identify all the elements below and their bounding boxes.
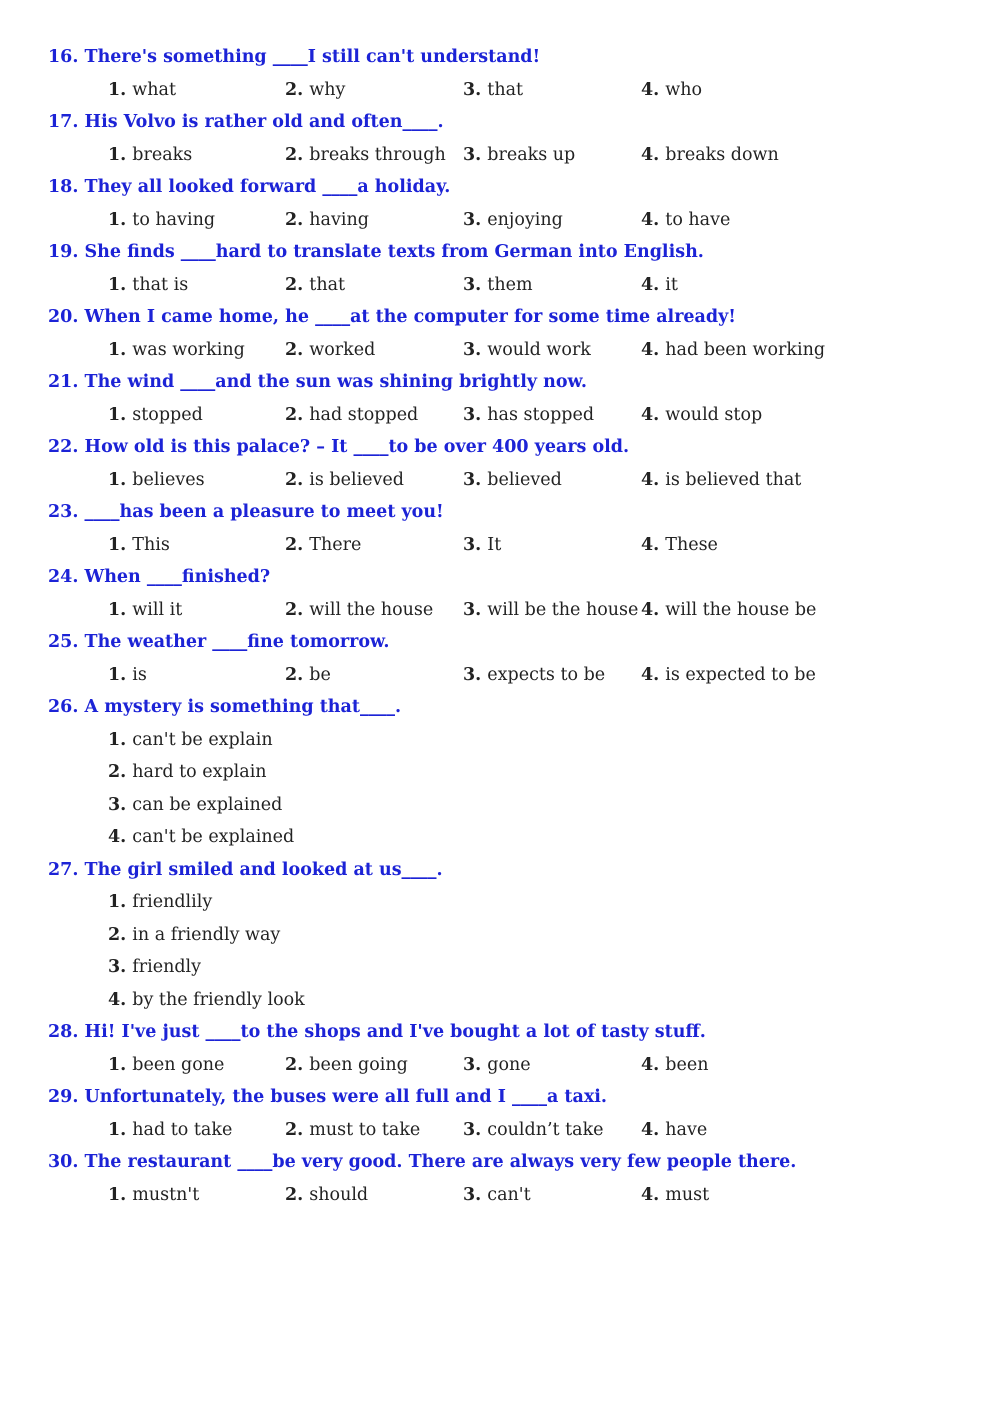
option-text: believes: [132, 469, 205, 490]
option-number: 2.: [285, 144, 304, 165]
answer-option[interactable]: [108, 1054, 224, 1076]
option-text: been: [665, 1054, 709, 1075]
answer-option[interactable]: [641, 79, 702, 101]
answer-option[interactable]: [641, 1054, 708, 1076]
option-number: 2.: [285, 534, 304, 555]
answer-option[interactable]: [108, 144, 192, 166]
answer-option[interactable]: [463, 144, 575, 166]
option-text: had stopped: [309, 404, 419, 425]
answer-option[interactable]: [108, 599, 182, 621]
question-prompt: How old is this palace? – It ____to be over 400 years old.: [84, 437, 630, 457]
option-number: 3.: [463, 209, 482, 230]
question-prompt: When I came home, he ____at the computer for some time already!: [84, 307, 736, 327]
option-text: This: [132, 534, 170, 555]
option-number: 3.: [463, 274, 482, 295]
option-number: 3.: [463, 79, 482, 100]
answer-option[interactable]: [641, 404, 762, 426]
option-number: 1.: [108, 1054, 127, 1075]
option-text: must: [665, 1184, 710, 1205]
option-number: 2.: [285, 1184, 304, 1205]
option-text: These: [665, 534, 718, 555]
question-number: 30.: [48, 1152, 79, 1172]
option-number: 3.: [463, 1054, 482, 1075]
question-number: 29.: [48, 1087, 79, 1107]
option-number: 2.: [108, 924, 127, 945]
question-number: 17.: [48, 112, 79, 132]
answer-option[interactable]: [285, 534, 361, 556]
question-prompt: The wind ____and the sun was shining brightly now.: [84, 372, 587, 392]
answer-option[interactable]: [641, 469, 801, 491]
option-text: is believed that: [665, 469, 802, 490]
answer-option[interactable]: [641, 339, 825, 361]
option-text: worked: [309, 339, 376, 360]
answer-option[interactable]: [285, 1119, 420, 1141]
answer-option[interactable]: [285, 404, 418, 426]
question-number: 22.: [48, 437, 79, 457]
option-number: 4.: [641, 1184, 660, 1205]
answer-option[interactable]: [641, 1119, 707, 1141]
option-number: 1.: [108, 1119, 127, 1140]
answer-option[interactable]: [108, 891, 212, 913]
option-text: that is: [132, 274, 189, 295]
question-text: [48, 306, 736, 328]
question-prompt: There's something ____I still can't understand!: [84, 47, 541, 67]
question-number: 21.: [48, 372, 79, 392]
answer-option[interactable]: [641, 599, 816, 621]
option-text: friendly: [132, 957, 202, 977]
option-text: can't: [487, 1184, 531, 1205]
option-number: 2.: [285, 209, 304, 230]
option-number: 4.: [641, 79, 660, 100]
option-number: 1.: [108, 599, 127, 620]
option-text: it: [665, 274, 678, 295]
option-text: is expected to be: [665, 664, 816, 685]
answer-option[interactable]: [108, 1184, 199, 1206]
option-number: 4.: [641, 599, 660, 620]
option-number: 3.: [463, 144, 482, 165]
option-number: 4.: [108, 989, 127, 1010]
option-text: breaks down: [665, 144, 779, 165]
answer-option[interactable]: [285, 144, 446, 166]
option-number: 1.: [108, 144, 127, 165]
option-text: can't be explained: [132, 827, 295, 847]
option-text: breaks: [132, 144, 193, 165]
option-number: 4.: [641, 209, 660, 230]
question-number: 19.: [48, 242, 79, 262]
question-text: [48, 46, 540, 68]
option-text: why: [309, 79, 346, 100]
option-text: hard to explain: [132, 762, 267, 782]
option-text: by the friendly look: [132, 989, 305, 1010]
option-number: 1.: [108, 729, 127, 750]
option-number: 3.: [108, 794, 127, 815]
option-number: 2.: [285, 664, 304, 685]
answer-option[interactable]: [285, 79, 345, 101]
option-number: 2.: [285, 79, 304, 100]
option-text: couldn’t take: [487, 1119, 604, 1140]
answer-option[interactable]: [108, 989, 305, 1011]
question-prompt: She finds ____hard to translate texts from German into English.: [84, 242, 704, 262]
answer-option[interactable]: [285, 664, 331, 686]
answer-option[interactable]: [463, 274, 533, 296]
option-text: can't be explain: [132, 729, 273, 750]
question-number: 20.: [48, 307, 79, 327]
option-text: was working: [132, 339, 245, 360]
option-text: had been working: [665, 339, 826, 360]
question-prompt: When ____finished?: [84, 567, 271, 587]
option-number: 4.: [641, 144, 660, 165]
question-prompt: Hi! I've just ____to the shops and I've bought a lot of tasty stuff.: [84, 1022, 706, 1042]
answer-option[interactable]: [108, 469, 205, 491]
option-number: 3.: [463, 1119, 482, 1140]
option-text: will it: [132, 599, 183, 620]
answer-option[interactable]: [463, 339, 591, 361]
answer-option[interactable]: [641, 1184, 709, 1206]
option-text: who: [665, 79, 703, 100]
option-number: 4.: [641, 404, 660, 425]
option-number: 1.: [108, 664, 127, 685]
option-number: 2.: [285, 469, 304, 490]
question-prompt: They all looked forward ____a holiday.: [84, 177, 451, 197]
option-number: 4.: [641, 664, 660, 685]
answer-option[interactable]: [463, 79, 523, 101]
option-text: have: [665, 1119, 708, 1140]
option-text: be: [309, 664, 331, 685]
option-text: will the house be: [665, 599, 817, 620]
answer-option[interactable]: [285, 599, 433, 621]
option-text: what: [132, 79, 176, 100]
answer-option[interactable]: [285, 1054, 408, 1076]
option-text: them: [487, 274, 533, 295]
option-number: 3.: [463, 1184, 482, 1205]
question-number: 27.: [48, 859, 79, 880]
option-text: that: [487, 79, 524, 100]
question-text: [48, 859, 443, 881]
option-number: 3.: [463, 404, 482, 425]
answer-option[interactable]: [641, 664, 816, 686]
option-number: 4.: [641, 469, 660, 490]
answer-option[interactable]: [641, 209, 730, 231]
answer-option[interactable]: [108, 339, 245, 361]
option-number: 2.: [285, 1119, 304, 1140]
option-text: mustn't: [132, 1184, 200, 1205]
answer-option[interactable]: [108, 956, 201, 978]
question-prompt: The restaurant ____be very good. There are always very few people there.: [84, 1152, 797, 1172]
question-text: [48, 241, 704, 263]
answer-option[interactable]: [285, 1184, 368, 1206]
option-number: 1.: [108, 339, 127, 360]
answer-option[interactable]: [641, 274, 678, 296]
option-number: 4.: [641, 274, 660, 295]
option-number: 4.: [108, 827, 127, 847]
answer-option[interactable]: [463, 1184, 531, 1206]
question-text: [48, 371, 587, 393]
question-number: 26.: [48, 697, 79, 717]
question-number: 24.: [48, 567, 79, 587]
option-text: gone: [487, 1054, 531, 1075]
option-text: been going: [309, 1054, 408, 1075]
option-text: must to take: [309, 1119, 421, 1140]
option-number: 2.: [285, 339, 304, 360]
answer-option[interactable]: [108, 209, 215, 231]
option-number: 2.: [285, 599, 304, 620]
option-number: 1.: [108, 404, 127, 425]
question-number: 28.: [48, 1022, 79, 1042]
question-prompt: Unfortunately, the buses were all full and I ____a taxi.: [84, 1087, 608, 1107]
option-number: 1.: [108, 1184, 127, 1205]
option-number: 2.: [285, 404, 304, 425]
option-text: to having: [132, 209, 216, 230]
question-text: [48, 436, 629, 458]
question-number: 23.: [48, 502, 79, 522]
option-number: 2.: [285, 274, 304, 295]
option-text: had to take: [132, 1119, 233, 1140]
question-text: [48, 176, 450, 198]
option-number: 1.: [108, 534, 127, 555]
question-text: [48, 501, 444, 523]
answer-option[interactable]: [108, 1119, 232, 1141]
option-text: friendlily: [132, 892, 213, 912]
option-text: It: [487, 534, 502, 555]
option-number: 3.: [463, 339, 482, 360]
option-number: 4.: [641, 339, 660, 360]
option-number: 1.: [108, 209, 127, 230]
option-text: expects to be: [487, 664, 606, 685]
option-number: 1.: [108, 274, 127, 295]
question-prompt: His Volvo is rather old and often____.: [84, 112, 444, 132]
option-text: should: [309, 1184, 369, 1205]
answer-option[interactable]: [641, 144, 779, 166]
answer-option[interactable]: [463, 599, 638, 621]
question-number: 25.: [48, 632, 79, 652]
answer-option[interactable]: [108, 534, 170, 556]
question-prompt: ____has been a pleasure to meet you!: [84, 502, 444, 522]
answer-option[interactable]: [285, 274, 345, 296]
option-text: will be the house: [487, 599, 639, 620]
question-text: [48, 631, 389, 653]
option-number: 4.: [641, 1119, 660, 1140]
option-number: 4.: [641, 534, 660, 555]
answer-option[interactable]: [285, 339, 375, 361]
option-number: 3.: [108, 957, 127, 977]
option-text: There: [309, 534, 362, 555]
option-number: 1.: [108, 892, 127, 912]
option-text: breaks up: [487, 144, 576, 165]
option-number: 3.: [463, 469, 482, 490]
answer-option[interactable]: [463, 1119, 604, 1141]
question-number: 16.: [48, 47, 79, 67]
option-number: 1.: [108, 79, 127, 100]
answer-option[interactable]: [285, 469, 404, 491]
question-text: [48, 1021, 706, 1043]
option-text: enjoying: [487, 209, 563, 230]
answer-option[interactable]: [463, 469, 562, 491]
option-number: 1.: [108, 469, 127, 490]
option-number: 3.: [463, 534, 482, 555]
option-text: in a friendly way: [132, 924, 281, 945]
question-prompt: The weather ____fine tomorrow.: [84, 632, 390, 652]
option-number: 3.: [463, 599, 482, 620]
question-text: [48, 696, 401, 718]
option-text: is: [132, 664, 147, 685]
option-text: breaks through: [309, 144, 446, 165]
option-text: would work: [487, 339, 591, 360]
option-number: 2.: [285, 1054, 304, 1075]
option-text: to have: [665, 209, 731, 230]
option-text: would stop: [665, 404, 763, 425]
option-text: will the house: [309, 599, 434, 620]
question-number: 18.: [48, 177, 79, 197]
option-text: has stopped: [487, 404, 595, 425]
question-text: [48, 1086, 607, 1108]
answer-option[interactable]: [463, 534, 501, 556]
option-text: can be explained: [132, 794, 283, 815]
answer-option[interactable]: [108, 761, 267, 783]
answer-option[interactable]: [463, 404, 594, 426]
answer-option[interactable]: [463, 1054, 531, 1076]
question-text: [48, 566, 270, 588]
question-prompt: The girl smiled and looked at us____.: [84, 859, 443, 880]
answer-option[interactable]: [108, 826, 294, 848]
question-text: [48, 111, 444, 133]
option-number: 3.: [463, 664, 482, 685]
answer-option[interactable]: [285, 209, 369, 231]
answer-option[interactable]: [463, 664, 605, 686]
answer-option[interactable]: [463, 209, 563, 231]
answer-option[interactable]: [108, 274, 188, 296]
answer-option[interactable]: [108, 729, 273, 751]
answer-option[interactable]: [108, 924, 280, 946]
answer-option[interactable]: [641, 534, 718, 556]
option-text: is believed: [309, 469, 404, 490]
answer-option[interactable]: [108, 79, 176, 101]
question-prompt: A mystery is something that____.: [84, 697, 402, 717]
question-text: [48, 1151, 796, 1173]
option-text: believed: [487, 469, 562, 490]
answer-option[interactable]: [108, 794, 282, 816]
option-number: 4.: [641, 1054, 660, 1075]
answer-option[interactable]: [108, 404, 203, 426]
option-text: stopped: [132, 404, 203, 425]
answer-option[interactable]: [108, 664, 147, 686]
option-text: that: [309, 274, 346, 295]
option-number: 2.: [108, 762, 127, 782]
option-text: been gone: [132, 1054, 225, 1075]
option-text: having: [309, 209, 369, 230]
